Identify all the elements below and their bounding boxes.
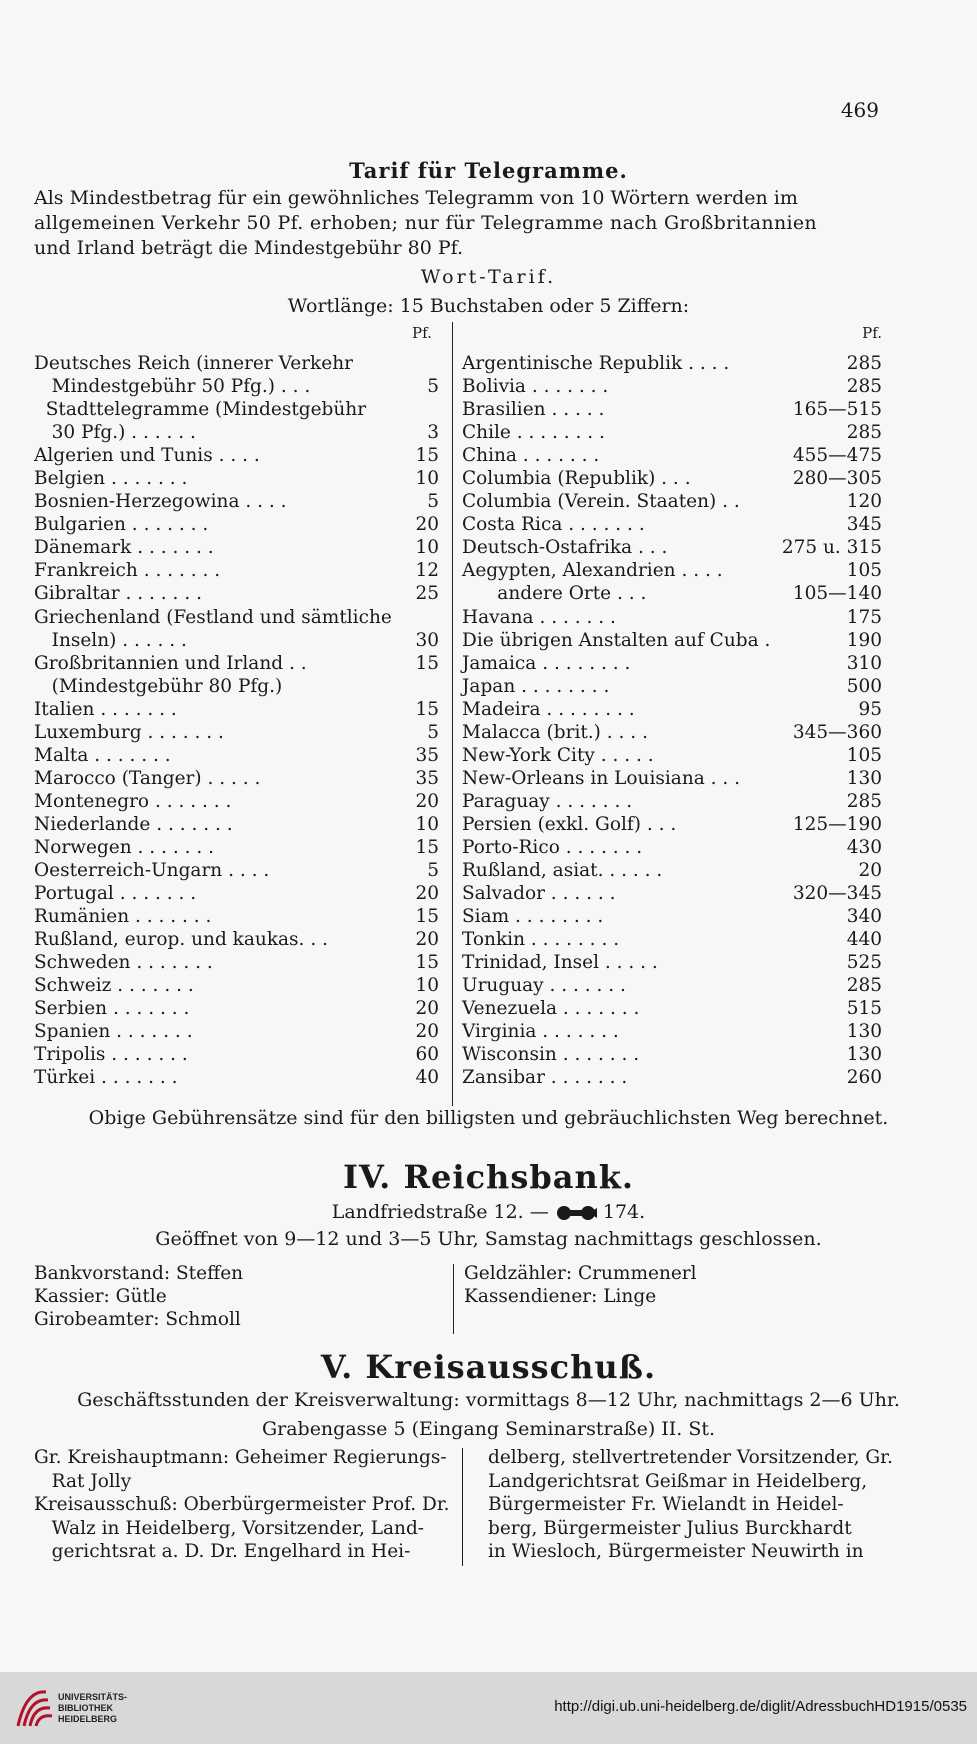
kreisausschuss-heading: V. Kreisausschuß.: [320, 1348, 657, 1386]
reichsbank-staff-left: [34, 1262, 243, 1331]
fee-value: 320—345: [792, 883, 882, 905]
tariff-row: [34, 813, 439, 836]
tariff-row: [34, 951, 439, 974]
tariff-row: [34, 513, 439, 536]
tariff-row: [462, 882, 882, 905]
destination-name: Türkei . . . . . . .: [34, 1067, 178, 1089]
member-line: Gr. Kreishauptmann: Geheimer Regierungs-: [34, 1447, 447, 1468]
tariff-row: [462, 536, 882, 559]
destination-name: Columbia (Verein. Staaten) . .: [462, 491, 740, 513]
fee-value: 260: [846, 1067, 882, 1089]
tariff-row: [34, 629, 439, 652]
destination-name: Madeira . . . . . . . .: [462, 698, 635, 720]
university-library-logo-icon: [12, 1686, 54, 1730]
page-number: 469: [840, 98, 879, 122]
fee-value: 15: [415, 952, 439, 974]
tariff-row: [462, 813, 882, 836]
destination-name: New-Orleans in Louisiana . . .: [462, 767, 741, 789]
tariff-row: [462, 790, 882, 813]
tariff-row: [34, 398, 439, 421]
tariff-row: [34, 905, 439, 928]
tariff-row: [462, 974, 882, 997]
destination-name: Costa Rica . . . . . . .: [462, 514, 645, 536]
destination-name: New-York City . . . . .: [462, 744, 654, 766]
tariff-row: [34, 421, 439, 444]
tarif-intro: [34, 186, 884, 261]
destination-name: Porto-Rico . . . . . . .: [462, 836, 643, 858]
destination-name: Rumänien . . . . . . .: [34, 906, 212, 928]
member-line: Rat Jolly: [34, 1470, 132, 1492]
tariff-row: [34, 375, 439, 398]
tariff-row: [462, 398, 882, 421]
fee-value: 105—140: [792, 583, 882, 605]
tariff-row: [462, 352, 882, 375]
destination-name: China . . . . . . .: [462, 445, 600, 467]
tarif-footnote: Obige Gebührensätze sind für den billigsten und gebräuchlichsten Weg berechnet.: [88, 1107, 889, 1129]
fee-value: 130: [846, 1044, 882, 1066]
fee-value: 5: [427, 491, 439, 513]
member-line: Walz in Heidelberg, Vorsitzender, Land-: [34, 1517, 425, 1539]
phone-number: 174.: [602, 1201, 646, 1223]
destination-name: Bolivia . . . . . . .: [462, 376, 609, 398]
destination-name: Luxemburg . . . . . . .: [34, 721, 224, 743]
fee-value: 10: [415, 813, 439, 835]
library-footer: [0, 1672, 977, 1744]
library-name-line: UNIVERSITÄTS-: [58, 1692, 128, 1702]
tariff-row: [462, 421, 882, 444]
tariff-row: [462, 859, 882, 882]
destination-name: Bulgarien . . . . . . .: [34, 514, 209, 536]
destination-name: Norwegen . . . . . . .: [34, 836, 214, 858]
fee-value: 165—515: [792, 399, 882, 421]
destination-name: Uruguay . . . . . . .: [462, 975, 626, 997]
intro-line: und Irland beträgt die Mindestgebühr 80 Pf.: [34, 237, 464, 259]
tariff-row: [34, 467, 439, 490]
column-divider: [452, 322, 453, 1106]
destination-name: Venezuela . . . . . . .: [462, 998, 640, 1020]
fee-value: 525: [846, 952, 882, 974]
fee-value: 105: [846, 744, 882, 766]
destination-name: Zansibar . . . . . . .: [462, 1067, 628, 1089]
fee-value: 515: [846, 998, 882, 1020]
tariff-row: [34, 928, 439, 951]
destination-name: Malta . . . . . . .: [34, 744, 171, 766]
tariff-row: [34, 721, 439, 744]
tariff-row: [462, 652, 882, 675]
fee-value: 15: [415, 906, 439, 928]
fee-value: 15: [415, 698, 439, 720]
fee-value: 120: [846, 491, 882, 513]
destination-name: Salvador . . . . . .: [462, 883, 616, 905]
member-line: berg, Bürgermeister Julius Burckhardt: [488, 1517, 852, 1539]
destination-name: Inseln) . . . . . .: [34, 629, 187, 651]
destination-name: Wisconsin . . . . . . .: [462, 1044, 640, 1066]
kreisausschuss-members-left: [34, 1446, 450, 1564]
fee-value: 455—475: [792, 445, 882, 467]
reichsbank-staff-right: [464, 1262, 697, 1308]
destination-name: Brasilien . . . . .: [462, 399, 605, 421]
fee-value: 40: [415, 1067, 439, 1089]
tariff-row: [462, 606, 882, 629]
tariff-row: [34, 444, 439, 467]
tariff-row: [462, 675, 882, 698]
fee-value: 285: [846, 353, 882, 374]
fee-value: 20: [415, 998, 439, 1020]
unit-label-left: Pf.: [412, 324, 432, 342]
unit-label-right: Pf.: [862, 324, 882, 342]
fee-value: 30: [415, 629, 439, 651]
tariff-row: [34, 1043, 439, 1066]
tariff-row: [462, 951, 882, 974]
tariff-row: [34, 652, 439, 675]
destination-name: andere Orte . . .: [462, 583, 647, 605]
tariff-row: [34, 790, 439, 813]
fee-value: 125—190: [792, 813, 882, 835]
tariff-row: [462, 490, 882, 513]
tariff-row: [34, 536, 439, 559]
tariff-table-right: [462, 352, 882, 1090]
wordlength-note: Wortlänge: 15 Buchstaben oder 5 Ziffern:: [287, 295, 690, 317]
tariff-row: [34, 698, 439, 721]
staff-entry: Kassier: Gütle: [34, 1286, 167, 1307]
fee-value: 340: [846, 906, 882, 928]
destination-name: Malacca (brit.) . . . .: [462, 721, 648, 743]
source-url-link[interactable]: http://digi.ub.uni-heidelberg.de/diglit/AdressbuchHD1915/0535: [554, 1698, 967, 1715]
intro-line: Als Mindestbetrag für ein gewöhnliches Telegramm von 10 Wörtern werden im: [34, 187, 798, 209]
destination-name: Persien (exkl. Golf) . . .: [462, 813, 677, 835]
tariff-row: [462, 559, 882, 582]
tariff-row: [462, 744, 882, 767]
fee-value: 20: [415, 929, 439, 951]
destination-name: Trinidad, Insel . . . . .: [462, 952, 658, 974]
destination-name: 30 Pfg.) . . . . . .: [34, 422, 196, 444]
fee-value: 95: [858, 698, 882, 720]
reichsbank-hours: Geöffnet von 9—12 und 3—5 Uhr, Samstag nachmittags geschlossen.: [155, 1228, 822, 1250]
destination-name: Marocco (Tanger) . . . . .: [34, 767, 261, 789]
intro-line: allgemeinen Verkehr 50 Pf. erhoben; nur für Telegramme nach Großbritannien: [34, 212, 817, 234]
fee-value: 15: [415, 652, 439, 674]
fee-value: 175: [846, 606, 882, 628]
destination-name: Griechenland (Festland und sämtliche: [34, 606, 392, 628]
fee-value: 5: [427, 860, 439, 882]
fee-value: 130: [846, 1021, 882, 1043]
tariff-row: [462, 582, 882, 605]
tariff-row: [462, 375, 882, 398]
fee-value: 345—360: [792, 721, 882, 743]
wort-tarif-subtitle: Wort-Tarif.: [420, 266, 557, 288]
tariff-row: [34, 836, 439, 859]
member-line: Landgerichtsrat Geißmar in Heidelberg,: [488, 1470, 868, 1492]
fee-value: 10: [415, 975, 439, 997]
fee-value: 35: [415, 744, 439, 766]
tariff-row: [34, 997, 439, 1020]
fee-value: 20: [415, 790, 439, 812]
member-line: delberg, stellvertretender Vorsitzender, Gr.: [488, 1447, 893, 1468]
member-line: Bürgermeister Fr. Wielandt in Heidel-: [488, 1494, 844, 1515]
destination-name: Japan . . . . . . . .: [462, 675, 610, 697]
destination-name: Spanien . . . . . . .: [34, 1021, 193, 1043]
tariff-row: [462, 444, 882, 467]
destination-name: Oesterreich-Ungarn . . . .: [34, 860, 270, 882]
member-line: gerichtsrat a. D. Dr. Engelhard in Hei-: [34, 1541, 411, 1562]
tariff-row: [462, 1066, 882, 1089]
tariff-row: [34, 767, 439, 790]
tariff-row: [462, 767, 882, 790]
fee-value: 190: [846, 629, 882, 651]
tariff-row: [34, 974, 439, 997]
fee-value: 12: [415, 560, 439, 582]
destination-name: Paraguay . . . . . . .: [462, 790, 633, 812]
tariff-row: [34, 606, 439, 629]
tariff-row: [34, 675, 439, 698]
fee-value: 275 u. 315: [781, 537, 882, 559]
fee-value: 5: [427, 721, 439, 743]
fee-value: 105: [846, 560, 882, 582]
destination-name: Serbien . . . . . . .: [34, 998, 190, 1020]
tariff-row: [34, 352, 439, 375]
tariff-row: [34, 859, 439, 882]
library-name-line: HEIDELBERG: [58, 1714, 118, 1724]
kreisausschuss-address: Grabengasse 5 (Eingang Seminarstraße) II. St.: [261, 1418, 716, 1440]
tariff-row: [34, 559, 439, 582]
destination-name: Tripolis . . . . . . .: [34, 1044, 188, 1066]
destination-name: Montenegro . . . . . . .: [34, 790, 232, 812]
fee-value: 20: [415, 514, 439, 536]
destination-name: Mindestgebühr 50 Pfg.) . . .: [34, 376, 311, 398]
staff-divider: [453, 1264, 454, 1334]
destination-name: Dänemark . . . . . . .: [34, 537, 214, 559]
kreisausschuss-hours: Geschäftsstunden der Kreisverwaltung: vormittags 8—12 Uhr, nachmittags 2—6 Uhr.: [77, 1389, 900, 1411]
tariff-row: [462, 836, 882, 859]
reichsbank-heading: IV. Reichsbank.: [342, 1158, 635, 1196]
fee-value: 430: [846, 836, 882, 858]
fee-value: 440: [846, 929, 882, 951]
destination-name: Deutsch-Ostafrika . . .: [462, 537, 668, 559]
staff-entry: Bankvorstand: Steffen: [34, 1263, 244, 1284]
destination-name: Deutsches Reich (innerer Verkehr: [34, 353, 353, 374]
tariff-row: [34, 1066, 439, 1089]
fee-value: 285: [846, 790, 882, 812]
destination-name: Havana . . . . . . .: [462, 606, 616, 628]
library-name-line: BIBLIOTHEK: [58, 1703, 113, 1713]
destination-name: Tonkin . . . . . . . .: [462, 929, 620, 951]
fee-value: 15: [415, 836, 439, 858]
telephone-icon: [555, 1205, 597, 1221]
fee-value: 10: [415, 468, 439, 490]
fee-value: 35: [415, 767, 439, 789]
fee-value: 285: [846, 422, 882, 444]
destination-name: Rußland, europ. und kaukas. . .: [34, 929, 328, 951]
tariff-row: [462, 629, 882, 652]
destination-name: Gibraltar . . . . . . .: [34, 583, 202, 605]
destination-name: Italien . . . . . . .: [34, 698, 177, 720]
tariff-row: [462, 905, 882, 928]
tarif-title: Tarif für Telegramme.: [349, 158, 628, 183]
destination-name: Siam . . . . . . . .: [462, 906, 604, 928]
destination-name: Aegypten, Alexandrien . . . .: [462, 560, 723, 582]
fee-value: 5: [427, 376, 439, 398]
fee-value: 285: [846, 376, 882, 398]
destination-name: (Mindestgebühr 80 Pfg.): [34, 675, 283, 697]
destination-name: Schweden . . . . . . .: [34, 952, 213, 974]
fee-value: 130: [846, 767, 882, 789]
tariff-row: [462, 1020, 882, 1043]
kreisausschuss-members-right: [488, 1446, 893, 1564]
tariff-row: [34, 1020, 439, 1043]
tariff-row: [462, 997, 882, 1020]
tariff-row: [462, 721, 882, 744]
address-text: Landfriedstraße 12. —: [331, 1201, 549, 1223]
member-line: in Wiesloch, Bürgermeister Neuwirth in: [488, 1541, 864, 1562]
members-divider: [462, 1448, 463, 1566]
destination-name: Großbritannien und Irland . .: [34, 652, 307, 674]
fee-value: 10: [415, 537, 439, 559]
tariff-row: [462, 513, 882, 536]
destination-name: Belgien . . . . . . .: [34, 468, 188, 490]
tariff-row: [34, 744, 439, 767]
destination-name: Schweiz . . . . . . .: [34, 975, 194, 997]
destination-name: Stadttelegramme (Mindestgebühr: [34, 399, 367, 421]
tariff-row: [462, 928, 882, 951]
fee-value: 345: [846, 514, 882, 536]
fee-value: 285: [846, 975, 882, 997]
member-line: Kreisausschuß: Oberbürgermeister Prof. Dr.: [34, 1494, 450, 1515]
fee-value: 20: [415, 883, 439, 905]
fee-value: 60: [415, 1044, 439, 1066]
destination-name: Portugal . . . . . . .: [34, 883, 197, 905]
destination-name: Virginia . . . . . . .: [462, 1021, 619, 1043]
staff-entry: Kassendiener: Linge: [464, 1286, 657, 1307]
staff-entry: Geldzähler: Crummenerl: [464, 1263, 697, 1284]
fee-value: 20: [415, 1021, 439, 1043]
library-name: [58, 1692, 127, 1725]
destination-name: Jamaica . . . . . . . .: [462, 652, 631, 674]
fee-value: 20: [858, 860, 882, 882]
tariff-table-left: [34, 352, 439, 1090]
tariff-row: [34, 490, 439, 513]
destination-name: Die übrigen Anstalten auf Cuba .: [462, 629, 771, 651]
destination-name: Rußland, asiat. . . . . .: [462, 860, 663, 882]
fee-value: 310: [846, 652, 882, 674]
destination-name: Niederlande . . . . . . .: [34, 813, 233, 835]
destination-name: Chile . . . . . . . .: [462, 422, 605, 444]
staff-entry: Girobeamter: Schmoll: [34, 1309, 241, 1330]
tariff-row: [462, 467, 882, 490]
fee-value: 500: [846, 675, 882, 697]
fee-value: 3: [427, 422, 439, 444]
tariff-row: [34, 882, 439, 905]
tariff-row: [462, 1043, 882, 1066]
tariff-row: [34, 582, 439, 605]
tariff-row: [462, 698, 882, 721]
destination-name: Bosnien-Herzegowina . . . .: [34, 491, 287, 513]
fee-value: 25: [415, 583, 439, 605]
destination-name: Frankreich . . . . . . .: [34, 560, 221, 582]
destination-name: Algerien und Tunis . . . .: [34, 445, 260, 467]
destination-name: Columbia (Republik) . . .: [462, 468, 691, 490]
fee-value: 15: [415, 445, 439, 467]
destination-name: Argentinische Republik . . . .: [462, 353, 730, 374]
reichsbank-address: [0, 1201, 977, 1223]
fee-value: 280—305: [792, 468, 882, 490]
